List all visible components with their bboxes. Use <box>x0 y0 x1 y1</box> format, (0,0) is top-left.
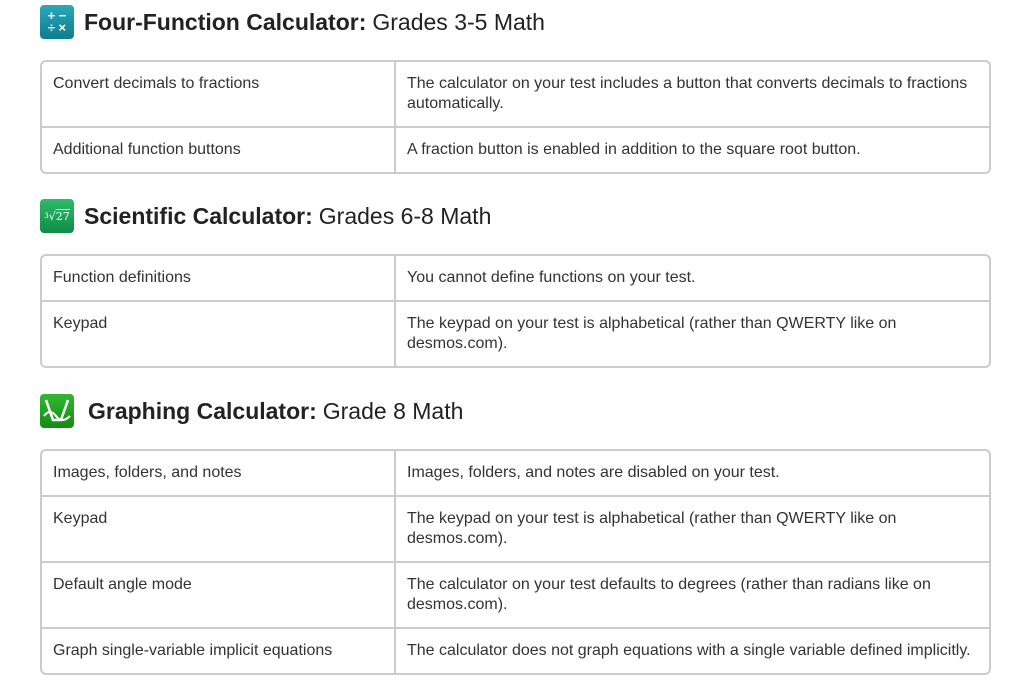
feature-table <box>40 449 991 675</box>
section-heading: 3 √ 27 Scientific Calculator: Grades 6-8 Math <box>40 198 991 234</box>
table-row: Images, folders, and notes Images, folders, and notes are disabled on your test. <box>42 451 989 495</box>
table-row: Function definitions You cannot define functions on your test. <box>42 256 989 300</box>
section-heading: + − ÷ × Four-Function Calculator: Grades 3-5 Math <box>40 4 991 40</box>
table-row: Convert decimals to fractions The calculator on your test includes a button that converts decimals to fractions automatically. <box>42 62 989 126</box>
four-function-icon: + − ÷ × <box>40 5 74 39</box>
graphing-section <box>40 393 991 675</box>
cube-root-icon: 3 √ 27 <box>40 199 74 233</box>
table-row: Additional function buttons A fraction button is enabled in addition to the square root button. <box>42 126 989 172</box>
feature-table <box>40 254 991 368</box>
graph-icon <box>40 394 74 428</box>
scientific-section <box>40 198 991 368</box>
feature-table <box>40 60 991 174</box>
table-row: Graph single-variable implicit equations The calculator does not graph equations with a single variable defined implicitly. <box>42 627 989 673</box>
four-function-section <box>40 4 991 174</box>
section-heading: Graphing Calculator: Grade 8 Math <box>40 393 991 429</box>
table-row: Default angle mode The calculator on your test defaults to degrees (rather than radians like on desmos.com). <box>42 561 989 627</box>
table-row: Keypad The keypad on your test is alphabetical (rather than QWERTY like on desmos.com). <box>42 300 989 366</box>
table-row: Keypad The keypad on your test is alphabetical (rather than QWERTY like on desmos.com). <box>42 495 989 561</box>
